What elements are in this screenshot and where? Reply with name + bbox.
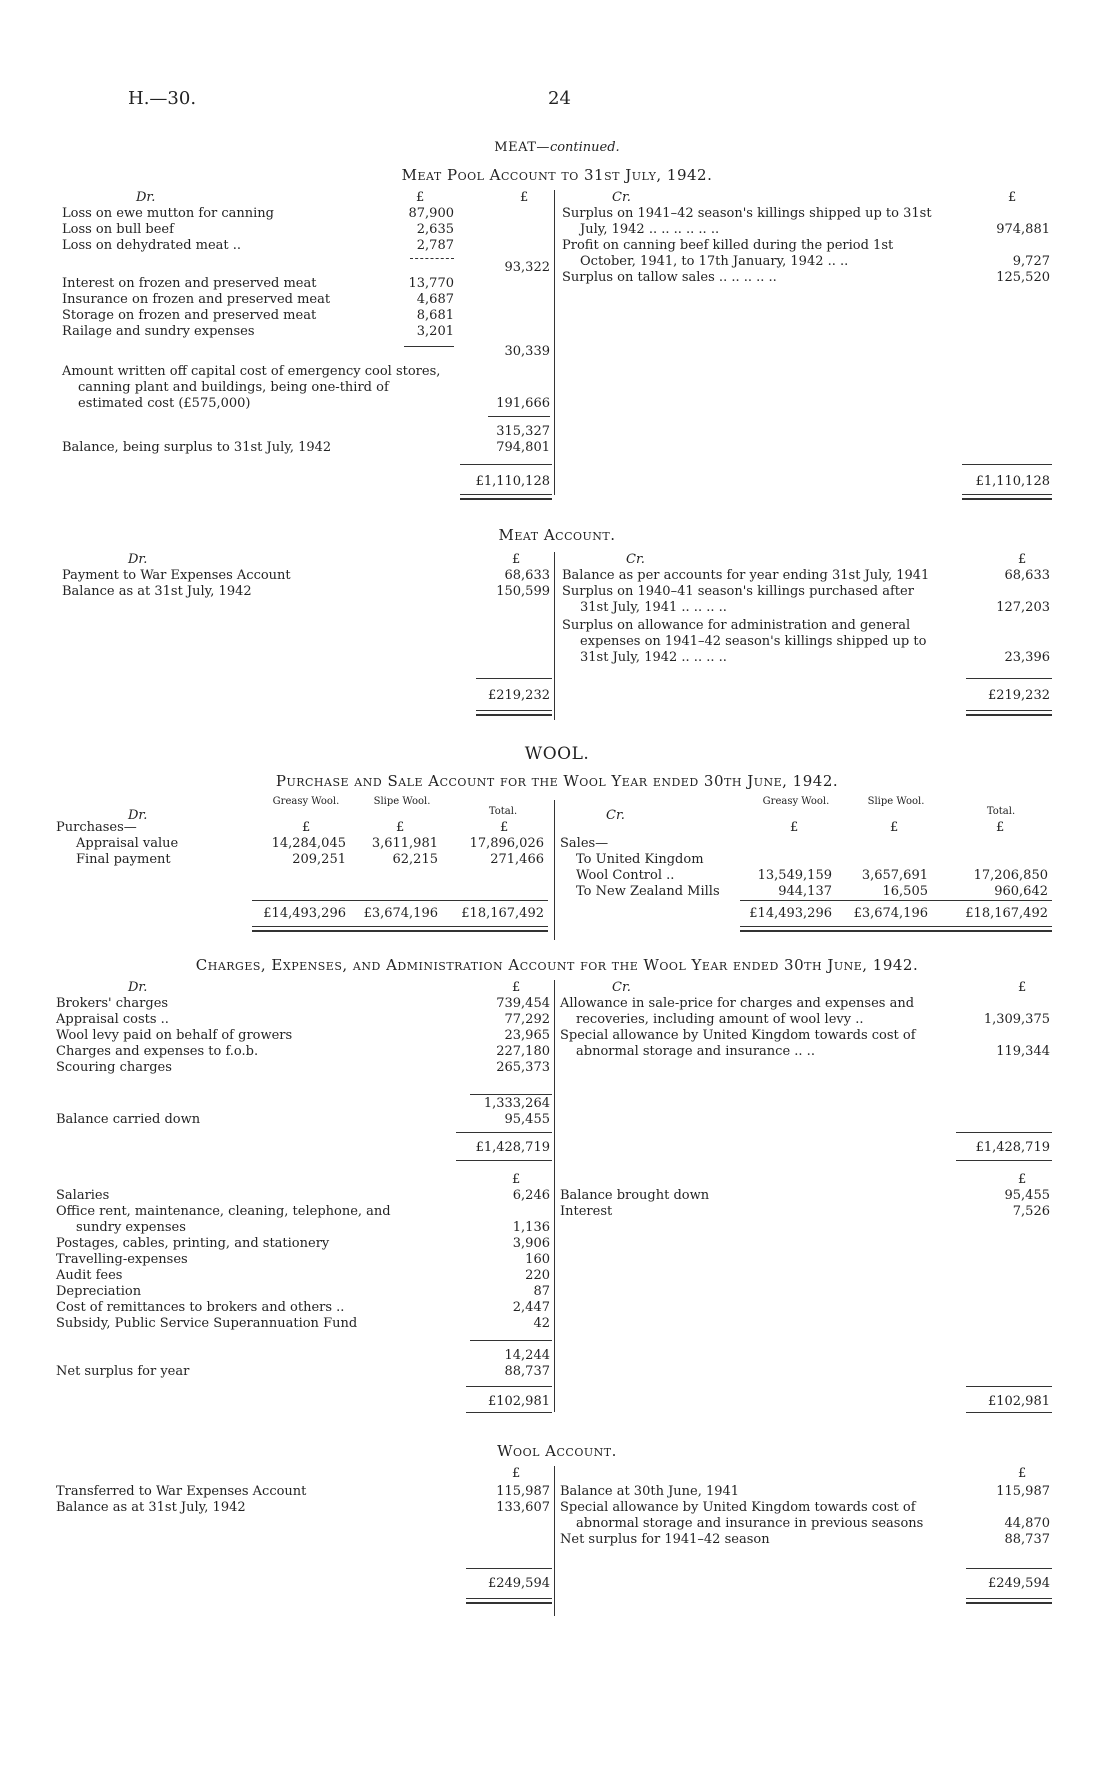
- admin-total-cr: £102,981: [987, 1394, 1050, 1409]
- written-off-label: estimated cost (£575,000): [78, 396, 251, 411]
- debit-amount: 115,987: [496, 1484, 550, 1499]
- credit-amount: 127,203: [996, 600, 1050, 615]
- purchase-total: 17,896,026: [469, 836, 544, 851]
- balance-amount: 794,801: [496, 440, 550, 455]
- credit-amount: 7,526: [1012, 1204, 1050, 1219]
- meat-pool-total-cr: £1,110,128: [975, 474, 1050, 489]
- purchase-dr: Dr.: [128, 808, 148, 823]
- credit-label: Allowance in sale-price for charges and expenses and: [560, 996, 915, 1011]
- credit-label: Balance as per accounts for year ending 31st July, 1941: [562, 568, 930, 583]
- credit-label: Special allowance by United Kingdom towards cost of: [560, 1500, 916, 1515]
- charges2-pound-2: £: [1018, 1172, 1027, 1187]
- pound-g-dr: £: [302, 820, 311, 835]
- credit-label: July, 1942 .. .. .. .. .. ..: [580, 222, 720, 237]
- wool-account-total-cr: £249,594: [987, 1576, 1050, 1591]
- credit-label: Surplus on 1941–42 season's killings shipped up to 31st: [562, 206, 932, 221]
- meat-pool-cr: Cr.: [612, 190, 631, 205]
- debit-label: Appraisal costs ..: [56, 1012, 169, 1027]
- debit-label: Insurance on frozen and preserved meat: [62, 292, 331, 307]
- wool-account-pound-1: £: [512, 1466, 521, 1481]
- pound-g-cr: £: [790, 820, 799, 835]
- sales-row-label: To United Kingdom: [576, 852, 704, 867]
- charges-total-dr: £1,428,719: [475, 1140, 550, 1155]
- written-off-label: canning plant and buildings, being one-third of: [78, 380, 389, 395]
- meat-account-cr: Cr.: [626, 552, 645, 567]
- purchases-label: Purchases—: [56, 820, 137, 835]
- purchase-slipe: 62,215: [392, 852, 438, 867]
- debit-amount: 220: [525, 1268, 550, 1283]
- meat-pool-dr: Dr.: [136, 190, 156, 205]
- col-total-dr: Total.: [488, 806, 518, 817]
- debit-amount: 8,681: [416, 308, 454, 323]
- credit-amount: 23,396: [1004, 650, 1050, 665]
- meat-pool-title: Meat Pool Account to 31st July, 1942.: [401, 166, 713, 184]
- charges2-pound-1: £: [512, 1172, 521, 1187]
- debit-amount: 265,373: [496, 1060, 550, 1075]
- col-greasy-cr: Greasy Wool.: [762, 796, 830, 807]
- debit-label: Balance as at 31st July, 1942: [62, 584, 252, 599]
- credit-amount: 115,987: [996, 1484, 1050, 1499]
- debit-label: Balance as at 31st July, 1942: [56, 1500, 246, 1515]
- wool-account-divider: [554, 1466, 555, 1616]
- balance-label: Balance carried down: [56, 1112, 201, 1127]
- debit-label: Cost of remittances to brokers and others ..: [56, 1300, 345, 1315]
- charges-pound-1: £: [512, 980, 521, 995]
- sales-total: 17,206,850: [973, 868, 1048, 883]
- debit-label: Depreciation: [56, 1284, 142, 1299]
- charges-subtotal: 1,333,264: [483, 1096, 550, 1111]
- credit-label: Interest: [560, 1204, 613, 1219]
- meat-account-total-cr: £219,232: [987, 688, 1050, 703]
- charges-title: Charges, Expenses, and Administration Account for the Wool Year ended 30th June, 1942.: [195, 956, 919, 974]
- sales-row-label: Wool Control ..: [576, 868, 675, 883]
- credit-label: expenses on 1941–42 season's killings shipped up to: [580, 634, 927, 649]
- debit-label: Subsidy, Public Service Superannuation Fund: [56, 1316, 358, 1331]
- meat-pool-pound-2: £: [520, 190, 529, 205]
- credit-amount: 974,881: [996, 222, 1050, 237]
- purchase-row-label: Final payment: [76, 852, 171, 867]
- written-off-amount: 191,666: [496, 396, 550, 411]
- meat-pool-subtotal-2: 30,339: [504, 344, 550, 359]
- debit-amount: 23,965: [504, 1028, 550, 1043]
- debit-label: Wool levy paid on behalf of growers: [56, 1028, 293, 1043]
- debit-amount: 2,635: [416, 222, 454, 237]
- debit-label: Office rent, maintenance, cleaning, telephone, and: [56, 1204, 391, 1219]
- credit-label: recoveries, including amount of wool levy ..: [576, 1012, 864, 1027]
- charges-cr: Cr.: [612, 980, 631, 995]
- credit-label: abnormal storage and insurance in previous seasons: [576, 1516, 924, 1531]
- meat-pool-sum: 315,327: [496, 424, 550, 439]
- debit-amount: 3,201: [416, 324, 454, 339]
- purchase-total-slipe: £3,674,196: [363, 906, 438, 921]
- credit-label: Profit on canning beef killed during the period 1st: [562, 238, 894, 253]
- debit-label: Loss on dehydrated meat ..: [62, 238, 242, 253]
- purchase-total-greasy: £14,493,296: [263, 906, 346, 921]
- purchase-total: 271,466: [490, 852, 544, 867]
- credit-label: Surplus on 1940–41 season's killings purchased after: [562, 584, 914, 599]
- debit-label: Transferred to War Expenses Account: [56, 1484, 307, 1499]
- charges-total-cr: £1,428,719: [975, 1140, 1050, 1155]
- credit-amount: 9,727: [1012, 254, 1050, 269]
- charges-dr: Dr.: [128, 980, 148, 995]
- debit-amount: 87,900: [408, 206, 454, 221]
- section-title-meat: MEAT—continued.: [494, 140, 620, 155]
- credit-label: Surplus on allowance for administration and general: [562, 618, 911, 633]
- meat-pool-total-dr: £1,110,128: [475, 474, 550, 489]
- page-reference: H.—30.: [128, 88, 197, 109]
- purchase-cr: Cr.: [606, 808, 625, 823]
- debit-amount: 68,633: [504, 568, 550, 583]
- sales-greasy: 13,549,159: [757, 868, 832, 883]
- sales-total-total: £18,167,492: [965, 906, 1048, 921]
- net-surplus-amount: 88,737: [504, 1364, 550, 1379]
- admin-subtotal: 14,244: [504, 1348, 550, 1363]
- sales-total-greasy: £14,493,296: [749, 906, 832, 921]
- credit-label: abnormal storage and insurance .. ..: [576, 1044, 815, 1059]
- debit-label: Railage and sundry expenses: [62, 324, 255, 339]
- purchase-greasy: 209,251: [292, 852, 346, 867]
- purchase-greasy: 14,284,045: [271, 836, 346, 851]
- purchase-sale-title: Purchase and Sale Account for the Wool Year ended 30th June, 1942.: [275, 772, 839, 790]
- debit-label: Payment to War Expenses Account: [62, 568, 291, 583]
- debit-label: Audit fees: [56, 1268, 123, 1283]
- col-total-cr: Total.: [986, 806, 1016, 817]
- sales-greasy: 944,137: [778, 884, 832, 899]
- charges-divider: [554, 980, 555, 1412]
- meat-account-total-dr: £219,232: [487, 688, 550, 703]
- meat-account-pound-2: £: [1018, 552, 1027, 567]
- meat-pool-pound-1: £: [416, 190, 425, 205]
- credit-label: Balance brought down: [560, 1188, 710, 1203]
- meat-account-pound-1: £: [512, 552, 521, 567]
- wool-account-title: Wool Account.: [497, 1442, 617, 1460]
- credit-amount: 119,344: [996, 1044, 1050, 1059]
- credit-label: Net surplus for 1941–42 season: [560, 1532, 770, 1547]
- page-number: 24: [548, 88, 571, 109]
- debit-label: Loss on bull beef: [62, 222, 174, 237]
- col-slipe-cr: Slipe Wool.: [867, 796, 925, 807]
- debit-label: Charges and expenses to f.o.b.: [56, 1044, 259, 1059]
- meat-pool-subtotal-1: 93,322: [504, 260, 550, 275]
- meat-account-divider: [554, 552, 555, 720]
- sales-slipe: 16,505: [882, 884, 928, 899]
- debit-amount: 4,687: [416, 292, 454, 307]
- debit-label: Interest on frozen and preserved meat: [62, 276, 317, 291]
- purchase-total-total: £18,167,492: [461, 906, 544, 921]
- meat-account-title: Meat Account.: [498, 526, 616, 544]
- credit-label: Special allowance by United Kingdom towards cost of: [560, 1028, 916, 1043]
- wool-account-total-dr: £249,594: [487, 1576, 550, 1591]
- debit-amount: 3,906: [512, 1236, 550, 1251]
- debit-label: Postages, cables, printing, and stationery: [56, 1236, 330, 1251]
- balance-amount: 95,455: [504, 1112, 550, 1127]
- pound-t-cr: £: [996, 820, 1005, 835]
- debit-label: sundry expenses: [76, 1220, 186, 1235]
- pound-s-dr: £: [396, 820, 405, 835]
- debit-amount: 13,770: [408, 276, 454, 291]
- credit-amount: 44,870: [1004, 1516, 1050, 1531]
- debit-amount: 160: [525, 1252, 550, 1267]
- col-slipe-dr: Slipe Wool.: [373, 796, 431, 807]
- sales-label: Sales—: [560, 836, 609, 851]
- debit-amount: 739,454: [496, 996, 550, 1011]
- credit-amount: 95,455: [1004, 1188, 1050, 1203]
- credit-amount: 88,737: [1004, 1532, 1050, 1547]
- sales-total-slipe: £3,674,196: [853, 906, 928, 921]
- purchase-divider: [554, 800, 555, 940]
- wool-account-pound-2: £: [1018, 1466, 1027, 1481]
- charges-pound-2: £: [1018, 980, 1027, 995]
- debit-amount: 227,180: [496, 1044, 550, 1059]
- credit-label: 31st July, 1942 .. .. .. ..: [580, 650, 727, 665]
- debit-label: Salaries: [56, 1188, 110, 1203]
- meat-pool-pound-3: £: [1008, 190, 1017, 205]
- meat-account-dr: Dr.: [128, 552, 148, 567]
- purchase-slipe: 3,611,981: [371, 836, 438, 851]
- debit-label: Brokers' charges: [56, 996, 169, 1011]
- section-title-wool: WOOL.: [524, 744, 590, 764]
- written-off-label: Amount written off capital cost of emergency cool stores,: [62, 364, 441, 379]
- debit-amount: 2,447: [512, 1300, 550, 1315]
- balance-label: Balance, being surplus to 31st July, 1942: [62, 440, 332, 455]
- meat-pool-divider: [554, 190, 555, 495]
- credit-label: Surplus on tallow sales .. .. .. .. ..: [562, 270, 777, 285]
- credit-label: Balance at 30th June, 1941: [560, 1484, 740, 1499]
- credit-amount: 1,309,375: [983, 1012, 1050, 1027]
- debit-label: Storage on frozen and preserved meat: [62, 308, 317, 323]
- debit-amount: 150,599: [496, 584, 550, 599]
- credit-label: 31st July, 1941 .. .. .. ..: [580, 600, 727, 615]
- net-surplus-label: Net surplus for year: [56, 1364, 190, 1379]
- debit-label: Scouring charges: [56, 1060, 172, 1075]
- debit-label: Loss on ewe mutton for canning: [62, 206, 275, 221]
- debit-amount: 42: [533, 1316, 550, 1331]
- purchase-row-label: Appraisal value: [76, 836, 179, 851]
- credit-amount: 68,633: [1004, 568, 1050, 583]
- sales-total: 960,642: [994, 884, 1048, 899]
- debit-amount: 6,246: [512, 1188, 550, 1203]
- debit-amount: 133,607: [496, 1500, 550, 1515]
- pound-s-cr: £: [890, 820, 899, 835]
- credit-label: October, 1941, to 17th January, 1942 .. ..: [580, 254, 849, 269]
- pound-t-dr: £: [500, 820, 509, 835]
- debit-amount: 87: [533, 1284, 550, 1299]
- admin-total-dr: £102,981: [487, 1394, 550, 1409]
- credit-amount: 125,520: [996, 270, 1050, 285]
- debit-label: Travelling-expenses: [56, 1252, 188, 1267]
- debit-amount: 2,787: [416, 238, 454, 253]
- debit-amount: 77,292: [504, 1012, 550, 1027]
- sales-slipe: 3,657,691: [861, 868, 928, 883]
- col-greasy-dr: Greasy Wool.: [272, 796, 340, 807]
- sales-row-label: To New Zealand Mills: [576, 884, 720, 899]
- debit-amount: 1,136: [512, 1220, 550, 1235]
